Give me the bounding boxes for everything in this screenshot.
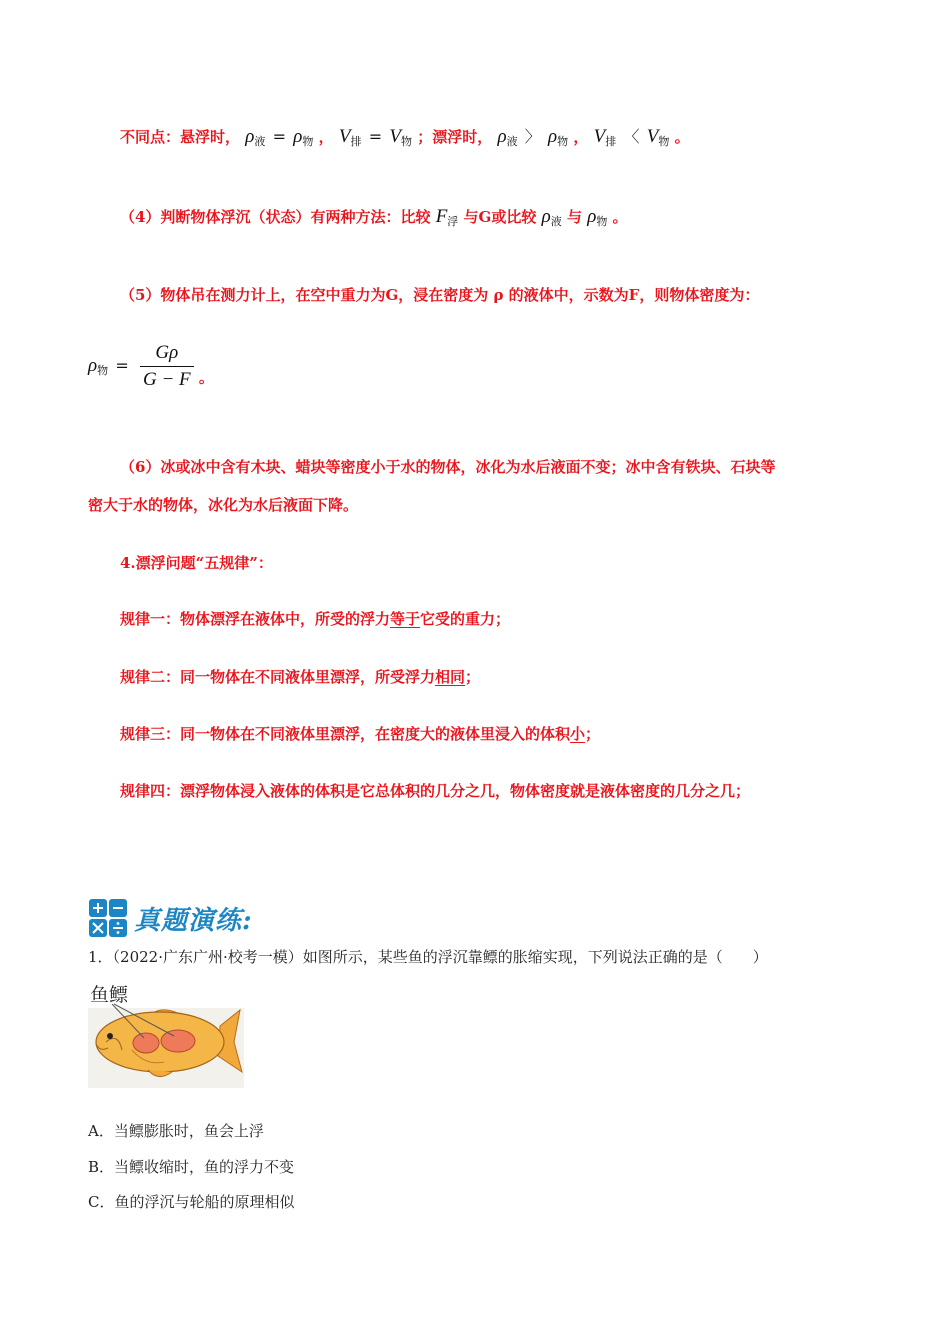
separator: ， bbox=[573, 128, 589, 146]
greater-than-sign: 〉 bbox=[524, 127, 541, 146]
rule-4: 规律四：漂浮物体浸入液体的体积是它总体积的几分之几，物体密度就是液体密度的几分之几； bbox=[120, 782, 751, 800]
option-c[interactable]: C．鱼的浮沉与轮船的原理相似 bbox=[88, 1193, 295, 1211]
formula-f-buoyant: $F_浮$ bbox=[435, 206, 459, 228]
item-4-text: （4）判断物体浮沉（状态）有两种方法：比较 bbox=[120, 208, 431, 226]
rule-text: 规律三：同一物体在不同液体里漂浮，在密度大的液体里浸入的体积 bbox=[120, 725, 571, 743]
section-title: 真题演练: bbox=[134, 905, 253, 936]
rule-text: 规律二：同一物体在不同液体里漂浮，所受浮力 bbox=[120, 668, 436, 686]
rule-2 bbox=[120, 666, 480, 687]
option-b[interactable]: B．当鳔收缩时，鱼的浮力不变 bbox=[88, 1158, 295, 1176]
equals-sign: = bbox=[368, 127, 383, 146]
item-4-text: 与G或比较 bbox=[463, 208, 537, 226]
density-formula bbox=[88, 342, 214, 391]
rule-text: 它受的重力； bbox=[420, 610, 511, 628]
equals-sign: = bbox=[272, 127, 287, 146]
option-a[interactable]: A．当鳔膨胀时，鱼会上浮 bbox=[88, 1122, 264, 1140]
formula-v-object: $V_物$ bbox=[389, 126, 412, 148]
equals-sign: = bbox=[115, 355, 129, 375]
item-4-text: 与 bbox=[566, 208, 582, 226]
rule-3 bbox=[120, 723, 600, 744]
fraction-denominator: G − F bbox=[143, 369, 191, 390]
figure-label: 鱼鳔 bbox=[90, 984, 129, 1006]
question-stem: 1．（2022·广东广州·校考一模）如图所示，某些鱼的浮沉靠鳔的胀缩实现，下列说法正确的是（ ） bbox=[88, 948, 768, 966]
formula-rho-object: $\rho_物$ bbox=[587, 206, 608, 228]
rule-answer: 等于 bbox=[390, 610, 421, 628]
separator: ；漂浮时， bbox=[417, 128, 493, 146]
fish-figure bbox=[88, 980, 244, 1088]
formula-rho-liquid: $\rho_液$ bbox=[497, 126, 518, 148]
rule-text: ； bbox=[465, 668, 481, 686]
less-than-sign: 〈 bbox=[623, 127, 640, 146]
rule-text: 规律一：物体漂浮在液体中，所受的浮力 bbox=[120, 610, 391, 628]
separator: ， bbox=[318, 128, 334, 146]
item-4-line bbox=[120, 206, 628, 229]
formula-rho-liquid: $\rho_液$ bbox=[541, 206, 562, 228]
formula-v-displaced: $V_排$ bbox=[593, 126, 617, 148]
difference-label: 不同点：悬浮时， bbox=[120, 128, 241, 146]
rule-text: ； bbox=[585, 725, 601, 743]
formula-v-displaced: $V_排$ bbox=[338, 126, 362, 148]
fish-illustration bbox=[88, 980, 244, 1088]
rule-answer: 小 bbox=[570, 725, 586, 743]
formula-rho-object: $\rho_物$ bbox=[88, 354, 109, 377]
calculator-symbols-icon bbox=[88, 898, 128, 938]
rules-title: 4.漂浮问题“五规律”： bbox=[120, 554, 273, 572]
item-5-line: （5）物体吊在测力计上，在空中重力为G，浸在密度为 ρ 的液体中，示数为F，则物体密度为： bbox=[120, 286, 760, 304]
period: 。 bbox=[198, 368, 214, 387]
period: 。 bbox=[612, 208, 628, 226]
formula-rho-object: $\rho_物$ bbox=[548, 126, 569, 148]
rule-1 bbox=[120, 608, 510, 629]
fraction-numerator: Gρ bbox=[140, 342, 194, 367]
item-6-line-1: （6）冰或冰中含有木块、蜡块等密度小于水的物体，冰化为水后液面不变；冰中含有铁块、石块等 bbox=[120, 458, 776, 476]
density-fraction bbox=[140, 342, 194, 391]
item-6-line-2: 密大于水的物体，冰化为水后液面下降。 bbox=[88, 496, 359, 514]
rule-answer: 相同 bbox=[435, 668, 466, 686]
period: 。 bbox=[674, 128, 690, 146]
formula-rho-liquid: $\rho_液$ bbox=[245, 126, 266, 148]
section-heading bbox=[88, 896, 253, 940]
formula-rho-object: $\rho_物$ bbox=[293, 126, 314, 148]
difference-line bbox=[120, 124, 690, 149]
formula-v-object: $V_物$ bbox=[646, 126, 670, 148]
